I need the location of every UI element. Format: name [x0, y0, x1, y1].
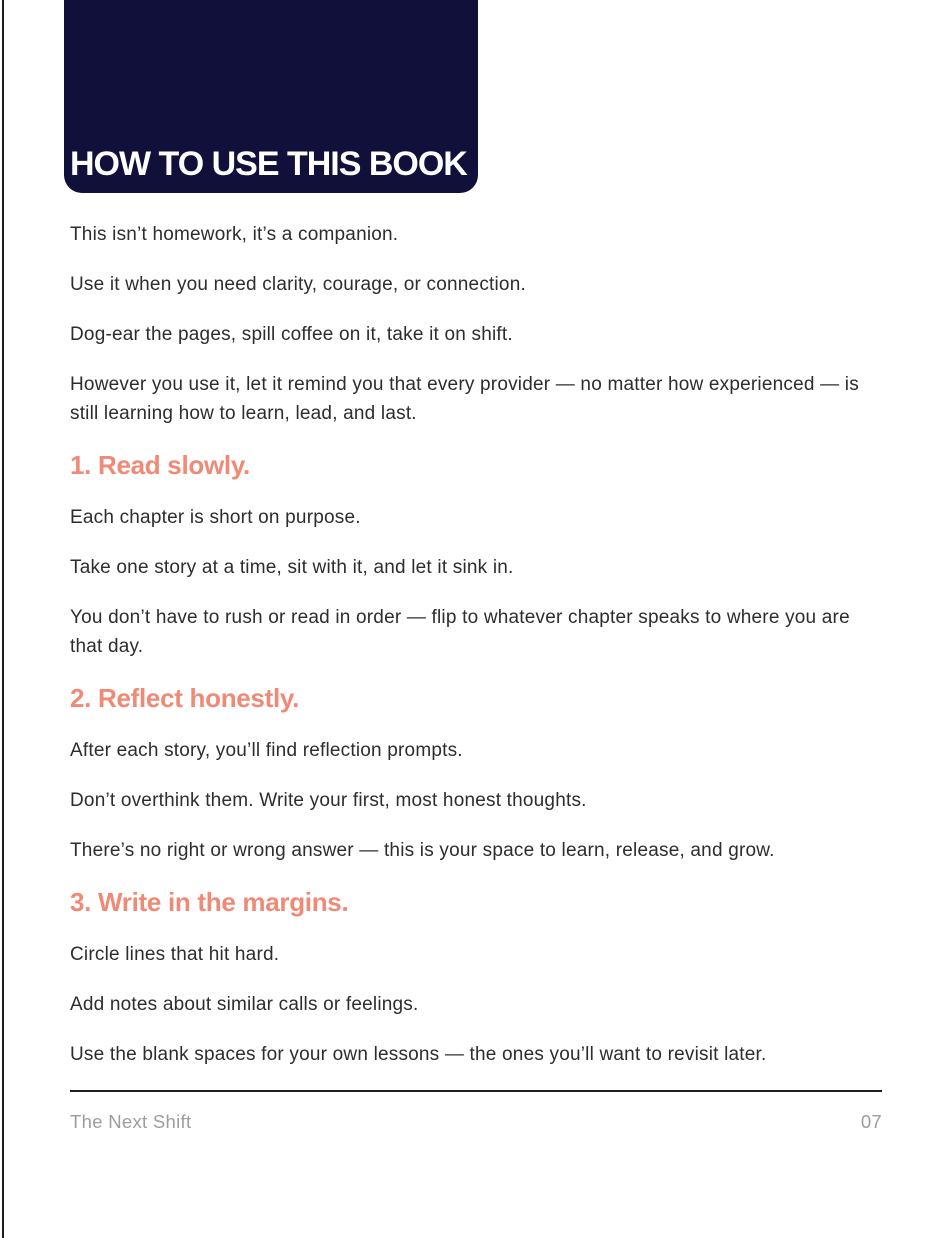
section-paragraph: There’s no right or wrong answer — this is your space to learn, release, and grow. — [70, 840, 775, 861]
section-paragraph: Add notes about similar calls or feelings. — [70, 994, 419, 1015]
section-heading: 2. Reflect honestly. — [70, 683, 300, 713]
section-paragraph: You don’t have to rush or read in order — flip to whatever chapter speaks to where you are that day. — [70, 607, 850, 657]
footer-book-title: The Next Shift — [70, 1111, 192, 1132]
intro-paragraph: Use it when you need clarity, courage, or connection. — [70, 274, 526, 295]
chapter-header-block — [64, 0, 478, 193]
section-paragraph: Don’t overthink them. Write your first, most honest thoughts. — [70, 790, 587, 811]
section-write-in-margins — [70, 886, 882, 1069]
section-paragraph: Use the blank spaces for your own lessons — the ones you’ll want to revisit later. — [70, 1044, 767, 1065]
section-read-slowly — [70, 449, 882, 661]
section-reflect-honestly — [70, 682, 882, 865]
chapter-title: HOW TO USE THIS BOOK — [70, 145, 467, 183]
section-paragraph: Each chapter is short on purpose. — [70, 507, 361, 528]
section-paragraph: Take one story at a time, sit with it, and let it sink in. — [70, 557, 514, 578]
page-footer — [70, 1107, 882, 1136]
section-heading: 1. Read slowly. — [70, 450, 250, 480]
section-paragraph: Circle lines that hit hard. — [70, 944, 280, 965]
page-left-edge-line — [2, 0, 4, 1238]
section-heading: 3. Write in the margins. — [70, 887, 349, 917]
section-paragraph: After each story, you’ll find reflection prompts. — [70, 740, 463, 761]
intro-paragraph: Dog-ear the pages, spill coffee on it, take it on shift. — [70, 324, 513, 345]
intro-paragraph: However you use it, let it remind you that every provider — no matter how experienced — is still learning how to learn, lead, and last. — [70, 374, 859, 424]
intro-paragraph: This isn’t homework, it’s a companion. — [70, 224, 399, 245]
footer-page-number: 07 — [860, 1111, 882, 1132]
footer-divider — [70, 1090, 882, 1092]
